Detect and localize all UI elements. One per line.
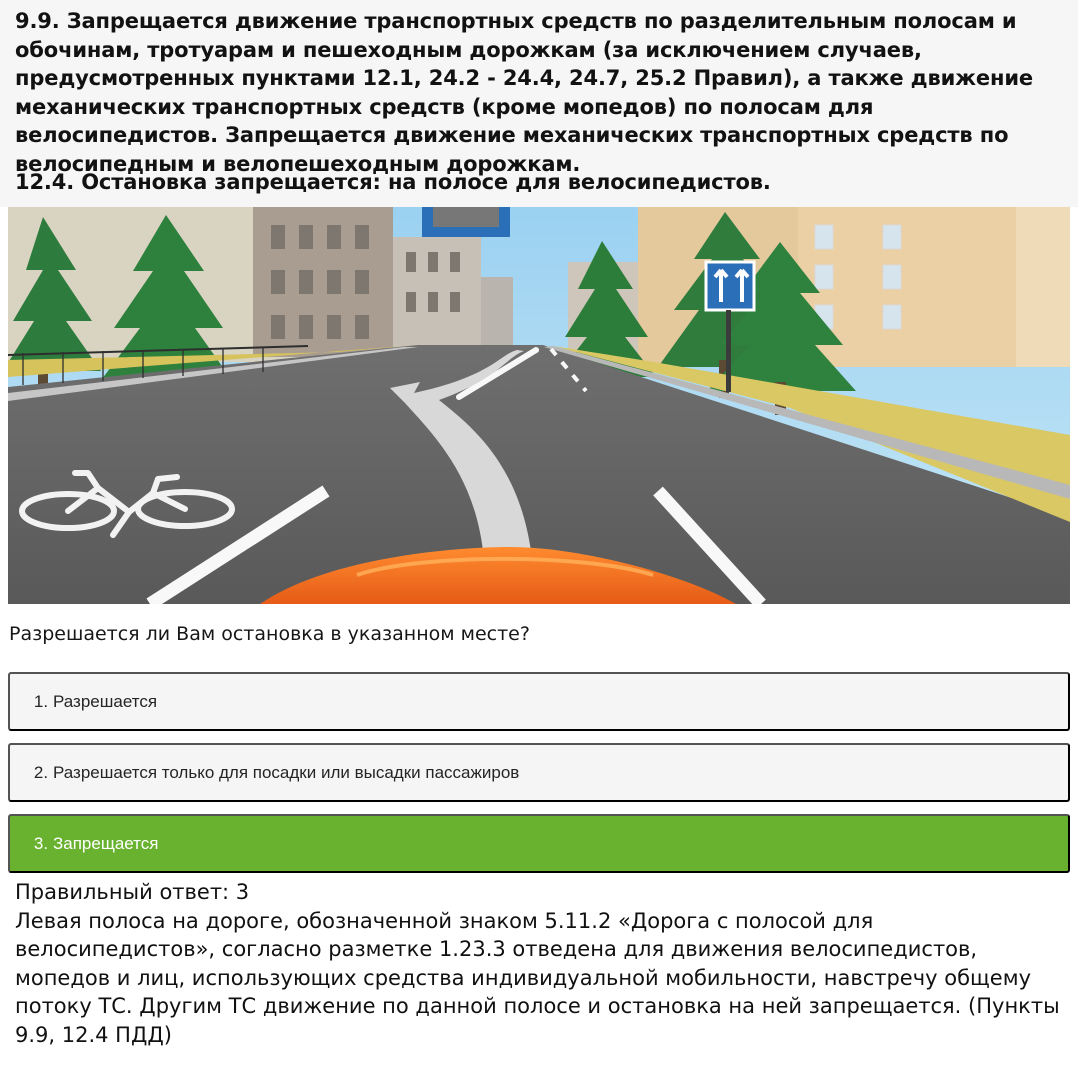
answer-number: 2. — [33, 762, 49, 782]
road-scene-image — [8, 207, 1070, 604]
answer-number: 3. — [33, 833, 49, 853]
rules-header — [0, 0, 1078, 207]
rule-9-9-text: 9.9. Запрещается движение транспортных средств по разделительным полосам и обочинам, тротуарам и пешеходным дорожкам (за исключением случаев, предусмотренных пунктами 12.1, 24.2 - 24.4, 24.7, 25.2 Правил), а также движение механических транспортных средств (кроме мопедов) по полосам для велосипедистов. Запрещается движение механических транспортных средств по велосипедным и велопешеходным дорожкам. — [15, 9, 1034, 176]
question-text: Разрешается ли Вам остановка в указанном месте? — [9, 623, 530, 645]
answer-option-2[interactable] — [8, 743, 1070, 802]
answer-label: Разрешается — [53, 691, 158, 711]
explanation-text: Левая полоса на дороге, обозначенной знаком 5.11.2 «Дорога с полосой для велосипедистов», согласно разметке 1.23.3 отведена для движения велосипедистов, мопедов и лиц, использующих средства индивидуальной мобильности, навстречу общему потоку ТС. Другим ТС движение по данной полосе и остановка на ней запрещается. (Пункты 9.9, 12.4 ПДД) — [15, 908, 1060, 1047]
answer-explanation — [15, 878, 1065, 1049]
answer-label: Разрешается только для посадки или высадки пассажиров — [53, 762, 520, 782]
rule-12-4-text: 12.4. Остановка запрещается: на полосе для велосипедистов. — [15, 170, 771, 194]
answer-option-1[interactable] — [8, 672, 1070, 731]
correct-answer-text: Правильный ответ: 3 — [15, 880, 250, 904]
answer-option-3-correct[interactable] — [8, 814, 1070, 873]
top-sign-icon — [422, 207, 510, 237]
answer-number: 1. — [33, 691, 49, 711]
answer-label: Запрещается — [53, 833, 159, 853]
road-scene-illustration — [8, 207, 1070, 604]
